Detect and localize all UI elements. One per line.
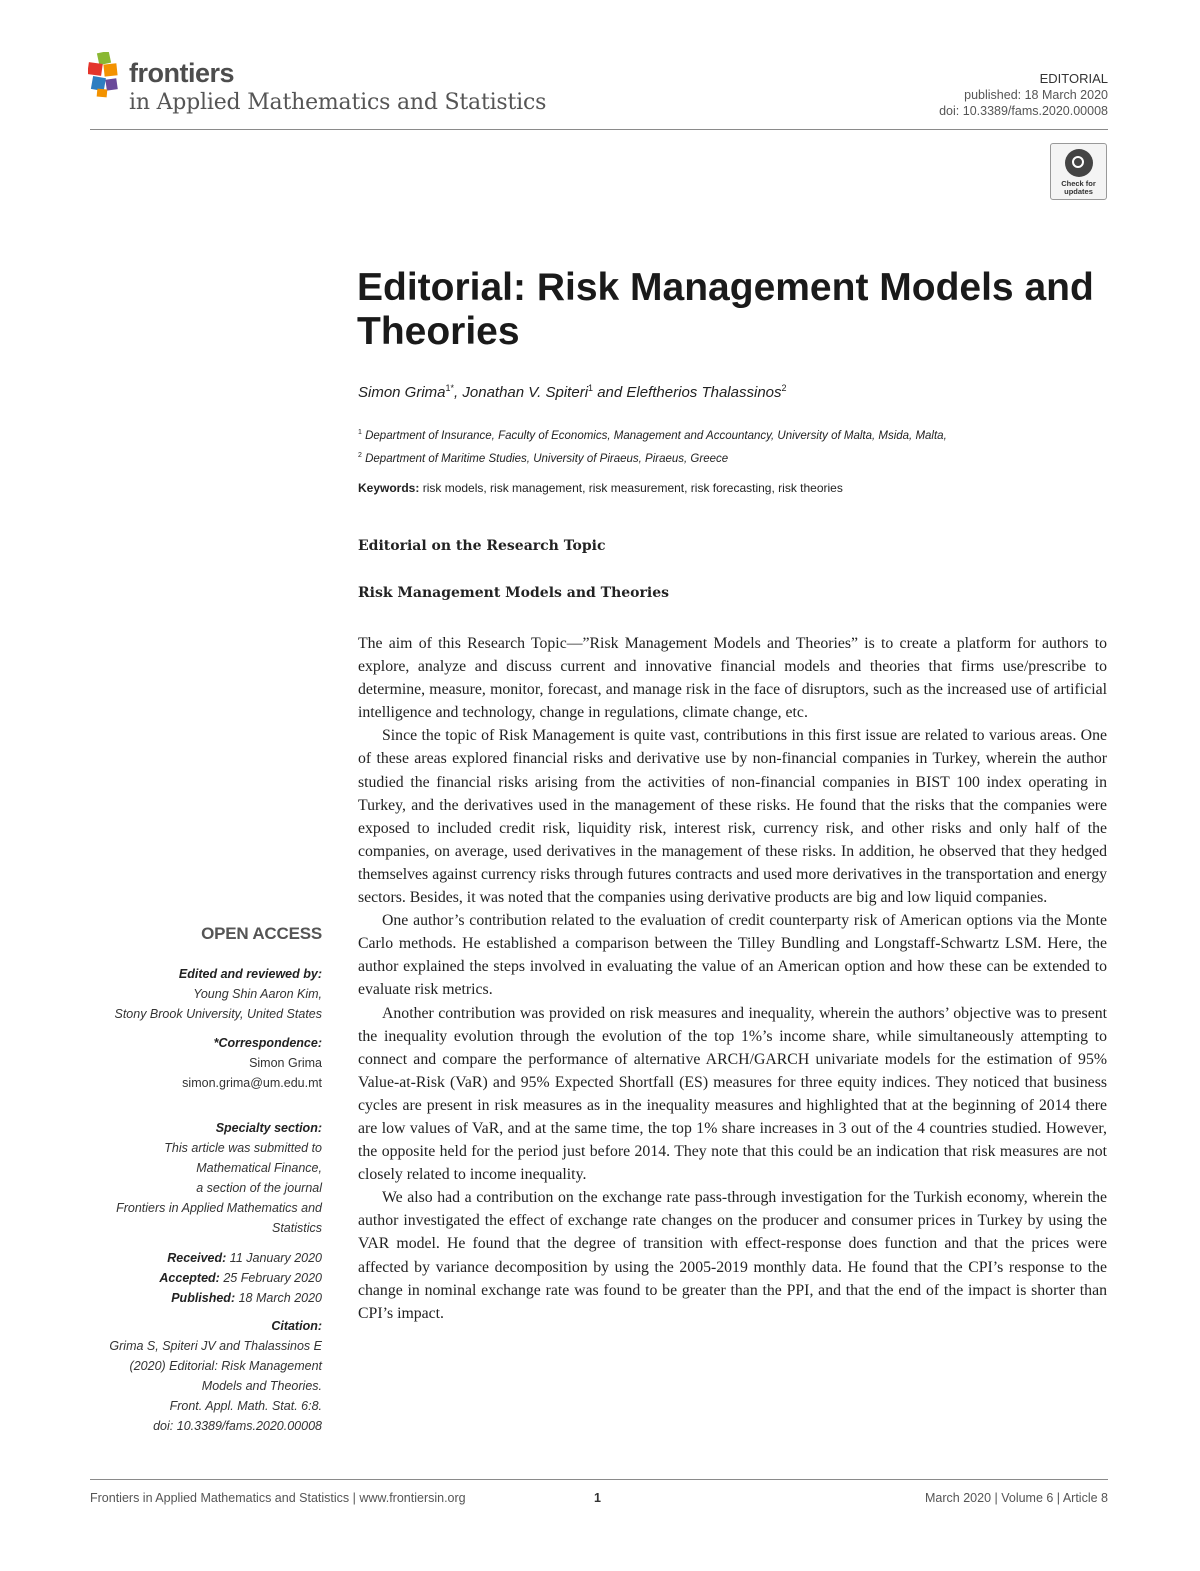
author-sup: 1 — [588, 383, 594, 393]
citation-doi[interactable]: doi: 10.3389/fams.2020.00008 — [153, 1419, 322, 1433]
page-number: 1 — [594, 1491, 601, 1505]
editor-name[interactable]: Young Shin Aaron Kim, — [193, 987, 322, 1001]
author-separator: and — [593, 384, 627, 401]
author-separator: , — [454, 384, 463, 401]
author-sup: 1* — [445, 383, 455, 393]
specialty-line: Mathematical Finance, — [196, 1161, 322, 1175]
check-updates-label: Check for updates — [1061, 179, 1096, 196]
specialty-line: a section of the journal — [196, 1181, 322, 1195]
accepted-label: Accepted: — [159, 1271, 220, 1285]
specialty-line: This article was submitted to — [164, 1141, 322, 1155]
topic-title-link[interactable]: Risk Management Models and Theories — [358, 585, 670, 601]
specialty-line: Statistics — [271, 1221, 322, 1235]
article-type: EDITORIAL — [1039, 71, 1108, 86]
journal-name: in Applied Mathematics and Statistics — [129, 90, 547, 115]
affiliations — [358, 423, 947, 469]
received-value: 11 January 2020 — [229, 1251, 322, 1265]
correspondence-label: *Correspondence: — [213, 1036, 322, 1050]
published-value: 18 March 2020 — [238, 1291, 322, 1305]
keywords — [358, 481, 843, 495]
body-paragraph: One author’s contribution related to the evaluation of credit counterparty risk of American options via the Monte Carlo methods. He established a comparison between the Tilley Bundling and Longstaff-Schwartz LSM. Here, the author explained the steps involved in evaluating the value of an American option and how these can be extended to evaluate risk metrics. — [358, 912, 1107, 999]
header-divider — [90, 129, 1108, 130]
affiliation-text: Department of Maritime Studies, University of Piraeus, Piraeus, Greece — [365, 452, 729, 465]
affiliation-item — [358, 423, 947, 446]
published-date: published: 18 March 2020 — [964, 88, 1108, 102]
edited-label: Edited and reviewed by: — [178, 967, 322, 981]
keywords-list: risk models, risk management, risk measurement, risk forecasting, risk theories — [422, 481, 843, 495]
specialty-label: Specialty section: — [215, 1121, 322, 1135]
article-body — [358, 632, 1107, 1325]
citation-label: Citation: — [271, 1319, 322, 1333]
citation-line: Grima S, Spiteri JV and Thalassinos E — [109, 1339, 322, 1353]
citation-block — [109, 1316, 322, 1436]
affiliation-text: Department of Insurance, Faculty of Economics, Management and Accountancy, University of Malta, Msida, Malta, — [365, 429, 947, 442]
frontiers-logo-icon — [88, 52, 126, 98]
citation-line: Models and Theories. — [201, 1379, 322, 1393]
doi[interactable]: doi: 10.3389/fams.2020.00008 — [939, 104, 1108, 118]
published-label: Published: — [171, 1291, 236, 1305]
dates-block — [159, 1248, 322, 1308]
specialty-block — [116, 1118, 322, 1238]
open-access-label: OPEN ACCESS — [201, 924, 322, 943]
citation-line: (2020) Editorial: Risk Management — [129, 1359, 322, 1373]
affiliation-sup: 2 — [358, 451, 362, 459]
footer-divider — [90, 1479, 1108, 1480]
received-label: Received: — [167, 1251, 227, 1265]
author-name[interactable]: Jonathan V. Spiteri — [462, 384, 589, 401]
body-paragraph: The aim of this Research Topic—”Risk Management Models and Theories” is to create a platform for authors to explore, analyze and discuss current and innovative financial models and theories that firms use/prescribe to determine, measure, monitor, forecast, and manage risk in the face of disruptors, such as the increased use of artificial intelligence and technology, change in regulations, climate change, etc. — [358, 635, 1107, 722]
affiliation-item — [358, 446, 947, 469]
accepted-value: 25 February 2020 — [223, 1271, 322, 1285]
received-date — [159, 1248, 322, 1268]
author-sup: 2 — [781, 383, 787, 393]
author-name[interactable]: Simon Grima — [358, 384, 446, 401]
article-meta — [939, 71, 1108, 119]
citation-line: Front. Appl. Math. Stat. 6:8. — [169, 1399, 322, 1413]
body-paragraph: Since the topic of Risk Management is quite vast, contributions in this first issue are related to various areas. One of these areas explored financial risks and derivative use by non-financial companies in Turkey, wherein the author studied the financial risks arising from the activities of non-financial companies in BIST 100 index operating in Turkey, and the derivatives used in the management of these risks. He found that the risks that the companies were exposed to included credit risk, liquidity risk, interest risk, currency risk, and other risks and only half of the companies, on average, used derivatives in the management of these risks. In addition, he observed that they hedged themselves against currency risks through futures contracts and used more derivatives in the transportation and energy sectors. Besides, it was noted that the companies using derivative products are big and low liquid companies. — [358, 727, 1107, 907]
footer-issue-info: March 2020 | Volume 6 | Article 8 — [925, 1491, 1108, 1505]
author-list — [358, 383, 787, 401]
specialty-line: Frontiers in Applied Mathematics and — [116, 1201, 322, 1215]
body-paragraph: Another contribution was provided on risk measures and inequality, wherein the authors’ objective was to present the inequality evolution through the evolution of the top 1%’s income share, while simultaneously attempting to connect and compare the performance of alternative ARCH/GARCH univariate models for the estimation of 95% Value-at-Risk (VaR) and 95% Expected Shortfall (ES) measures for three equity indices. They noticed that business cycles are present in risk measures as in the inequality measures and highlighted that at the beginning of 2014 there are low values of VaR, and at the same time, the top 1% share increases in 3 out of the 4 countries studied. However, the opposite held for the period just before 2014. They note that this could be an indication that risk measures are not closely related to income inequality. — [358, 1004, 1107, 1184]
editor-affiliation: Stony Brook University, United States — [114, 1007, 322, 1021]
correspondence-block — [182, 1033, 322, 1093]
article-title: Editorial: Risk Management Models and Theories — [357, 266, 1094, 353]
correspondence-email[interactable]: simon.grima@um.edu.mt — [182, 1076, 322, 1090]
footer-journal-link[interactable]: Frontiers in Applied Mathematics and Statistics | www.frontiersin.org — [90, 1491, 466, 1505]
editor-block — [115, 964, 323, 1024]
author-name[interactable]: Eleftherios Thalassinos — [626, 384, 782, 401]
brand-name: frontiers — [129, 58, 235, 88]
accepted-date — [159, 1268, 322, 1288]
affiliation-sup: 1 — [358, 429, 362, 436]
topic-heading: Editorial on the Research Topic — [358, 538, 606, 554]
correspondence-name: Simon Grima — [249, 1056, 322, 1070]
check-for-updates-button[interactable] — [1050, 143, 1107, 200]
body-paragraph: We also had a contribution on the exchange rate pass-through investigation for the Turkish economy, wherein the author investigated the effect of exchange rate changes on the producer and consumer prices in Turkey by using the VAR model. He found that the degree of transition with effect-response does function and that the prices were affected by variance decomposition by using the 2005-2019 monthly data. He found that the CPI’s response to the change in nominal exchange rate was found to be greater than the PPI, and that the end of the impact is shorter than CPI’s impact. — [358, 1189, 1107, 1322]
keywords-label: Keywords: — [358, 481, 420, 495]
published-sidebar-date — [159, 1288, 322, 1308]
check-updates-icon-inner — [1072, 156, 1084, 168]
